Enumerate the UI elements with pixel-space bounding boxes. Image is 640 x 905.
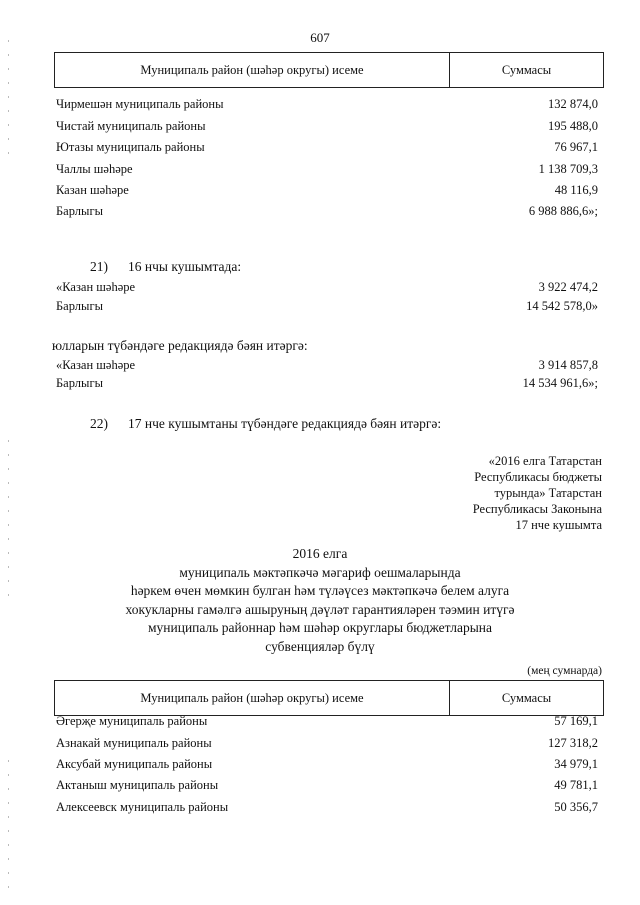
- table2-header-name: Муниципаль район (шәһәр округы) исеме: [55, 681, 450, 715]
- appendix-line: турында» Татарстан: [494, 486, 602, 500]
- row-name: Казан шәһәре: [56, 182, 129, 197]
- row-value: 49 781,1: [554, 777, 598, 792]
- row-name: Барлыгы: [56, 298, 103, 313]
- row-value: 57 169,1: [554, 713, 598, 728]
- row-value: 34 979,1: [554, 756, 598, 771]
- row-value: 48 116,9: [554, 182, 598, 197]
- item21-row-after: [56, 355, 598, 375]
- table1-row: [56, 94, 598, 114]
- item21-text: 16 нчы кушымтада:: [128, 259, 242, 274]
- row-value: 50 356,7: [554, 799, 598, 814]
- row-value: 14 534 961,6»;: [522, 375, 598, 390]
- table1-header-name: Муниципаль район (шәһәр округы) исеме: [55, 53, 450, 87]
- row-name: Чирмешән муниципаль районы: [56, 96, 224, 111]
- scan-edge-mark: [8, 40, 9, 160]
- item21-row-before: [56, 277, 598, 297]
- appendix-line: «2016 елга Татарстан: [488, 454, 602, 468]
- table2-row: [56, 775, 598, 795]
- title-line: 2016 елга: [292, 546, 348, 561]
- title-line: һәркем өчен мөмкин булган һәм түләүсез мәктәпкәчә белем алуга: [130, 583, 510, 598]
- scan-edge-mark: [8, 760, 9, 890]
- row-value: 127 318,2: [548, 735, 598, 750]
- row-name: «Казан шәһәре: [56, 357, 136, 372]
- row-name: Чаллы шәһәре: [56, 161, 133, 176]
- row-name: Ютазы муниципаль районы: [56, 139, 205, 154]
- item21-connector: юлларын түбәндәге редакциядә бәян итәргә:: [52, 338, 308, 353]
- table1-row: [56, 137, 598, 157]
- row-name: Чистай муниципаль районы: [56, 118, 206, 133]
- item22-number: 22): [90, 416, 108, 431]
- row-value: 3 914 857,8: [538, 357, 598, 372]
- table2-header-sum: Суммасы: [501, 690, 552, 705]
- table1-row: [56, 116, 598, 136]
- units-note: (мең сумнарда): [527, 665, 602, 677]
- appendix-line: Республикасы бюджеты: [474, 470, 602, 484]
- table1-row: [56, 180, 598, 200]
- table2-row: [56, 733, 598, 753]
- appendix-reference: [432, 453, 602, 533]
- item21-number: 21): [90, 259, 108, 274]
- table1-header: [54, 52, 604, 88]
- section-title: [0, 545, 640, 656]
- table2-row: [56, 711, 598, 731]
- row-name: Барлыгы: [56, 203, 103, 218]
- appendix-line: Республикасы Законына: [472, 502, 602, 516]
- table1-row-total: [56, 201, 598, 221]
- page-number: 607: [310, 30, 330, 45]
- table2-row: [56, 754, 598, 774]
- row-value: 1 138 709,3: [538, 161, 598, 176]
- row-value: 76 967,1: [554, 139, 598, 154]
- row-name: Алексеевск муниципаль районы: [56, 799, 229, 814]
- row-value: 14 542 578,0»: [526, 298, 598, 313]
- item21-row-before: [56, 296, 598, 316]
- title-line: муниципаль мәктәпкәчә мәгариф оешмаларында: [179, 564, 461, 580]
- row-value: 6 988 886,6»;: [528, 203, 598, 218]
- row-value: 3 922 474,2: [538, 279, 598, 294]
- title-line: муниципаль районнар һәм шәһәр округлары бюджетларына: [147, 620, 492, 635]
- title-line: хокукларны гамәлгә ашыруның дәүләт гарантияләрен тәэмин итүгә: [125, 601, 515, 617]
- table1-header-sum: Суммасы: [501, 62, 552, 77]
- item21-row-after: [56, 373, 598, 393]
- title-line: субвенцияләр бүлү: [265, 638, 375, 654]
- row-name: «Казан шәһәре: [56, 279, 136, 294]
- row-value: 195 488,0: [548, 118, 598, 133]
- row-value: 132 874,0: [548, 96, 598, 111]
- row-name: Актаныш муниципаль районы: [56, 777, 219, 792]
- row-name: Әгерҗе муниципаль районы: [56, 713, 208, 728]
- appendix-line: 17 нче кушымта: [515, 518, 602, 532]
- row-name: Барлыгы: [56, 375, 103, 390]
- table2-row: [56, 797, 598, 817]
- row-name: Аксубай муниципаль районы: [56, 756, 213, 771]
- table1-row: [56, 159, 598, 179]
- item22-text: 17 нче кушымтаны түбәндәге редакциядә бәян итәргә:: [128, 416, 442, 431]
- row-name: Азнакай муниципаль районы: [56, 735, 212, 750]
